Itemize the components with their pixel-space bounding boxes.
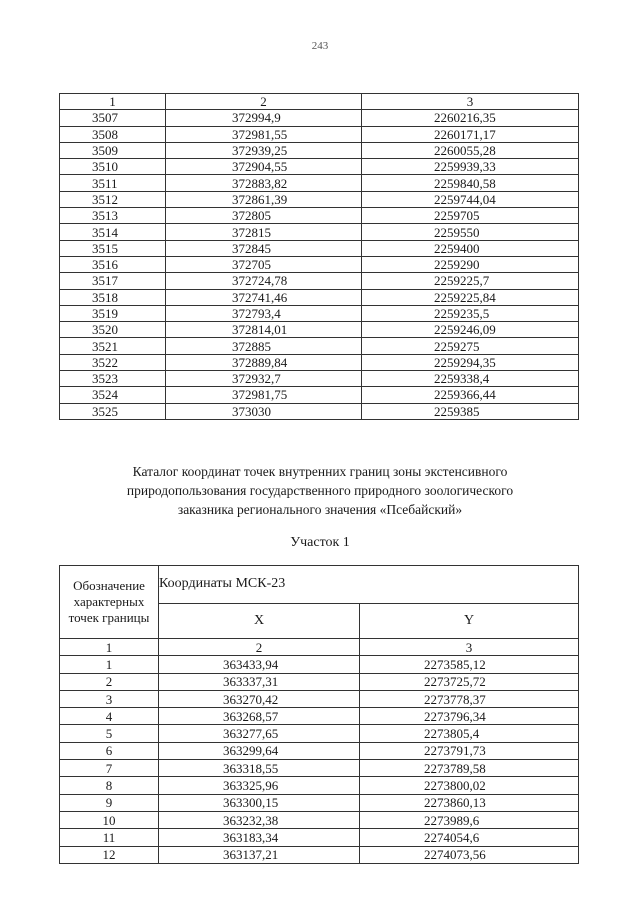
table-header-row: [60, 566, 579, 604]
table-index-row: [60, 639, 579, 656]
table-row: [60, 126, 579, 142]
y-coordinate: 2273791,73: [360, 742, 579, 759]
table-row: [60, 777, 579, 794]
x-coordinate: 372904,55: [166, 159, 362, 175]
point-number: 2: [60, 673, 159, 690]
table-row: [60, 708, 579, 725]
table-row: [60, 673, 579, 690]
table-row: [60, 725, 579, 742]
y-coordinate: 2274073,56: [360, 846, 579, 863]
point-number: 3519: [60, 305, 166, 321]
x-coordinate: 363299,64: [159, 742, 360, 759]
x-coordinate: 363268,57: [159, 708, 360, 725]
catalog-caption: [60, 462, 580, 519]
column-index-2: 2: [159, 639, 360, 656]
y-coordinate: 2259385: [362, 403, 579, 419]
point-number: 3512: [60, 191, 166, 207]
point-number: 4: [60, 708, 159, 725]
column-index-2: 2: [166, 94, 362, 110]
y-coordinate: 2259840,58: [362, 175, 579, 191]
x-coordinate: 363337,31: [159, 673, 360, 690]
point-number: 12: [60, 846, 159, 863]
point-number: 3: [60, 690, 159, 707]
section-title: Участок 1: [290, 535, 350, 550]
point-number: 3517: [60, 273, 166, 289]
y-coordinate: 2259275: [362, 338, 579, 354]
table-row: [60, 191, 579, 207]
point-number: 6: [60, 742, 159, 759]
y-coordinate: 2273778,37: [360, 690, 579, 707]
point-number: 10: [60, 811, 159, 828]
caption-line: природопользования государственного природного зоологического: [126, 483, 514, 498]
coordinates-table-section-1: [59, 565, 579, 864]
table-row: [60, 794, 579, 811]
x-coordinate: 372815: [166, 224, 362, 240]
caption-line: заказника регионального значения «Псебайский»: [177, 502, 463, 517]
table-row: [60, 273, 579, 289]
x-coordinate: 372939,25: [166, 142, 362, 158]
table-row: [60, 387, 579, 403]
y-coordinate: 2274054,6: [360, 829, 579, 846]
table-row: [60, 110, 579, 126]
point-number: 3516: [60, 256, 166, 272]
page-number: 243: [311, 40, 329, 52]
coordinate-system-header: Координаты МСК-23: [159, 566, 579, 604]
point-number: 3521: [60, 338, 166, 354]
point-number: 3518: [60, 289, 166, 305]
table-row: [60, 811, 579, 828]
table-row: [60, 142, 579, 158]
column-index-3: 3: [360, 639, 579, 656]
point-number: 3507: [60, 110, 166, 126]
point-number: 3522: [60, 354, 166, 370]
caption-line: Каталог координат точек внутренних границ зоны экстенсивного: [132, 464, 508, 479]
x-coordinate: 363270,42: [159, 690, 360, 707]
y-coordinate: 2259225,84: [362, 289, 579, 305]
y-coordinate: 2260171,17: [362, 126, 579, 142]
y-coordinate: 2273989,6: [360, 811, 579, 828]
table-row: [60, 159, 579, 175]
x-coordinate: 372845: [166, 240, 362, 256]
coordinates-table-continued: [59, 93, 579, 420]
x-coordinate: 372793,4: [166, 305, 362, 321]
x-coordinate: 372994,9: [166, 110, 362, 126]
y-coordinate: 2273805,4: [360, 725, 579, 742]
point-number: 3520: [60, 322, 166, 338]
point-number: 3524: [60, 387, 166, 403]
x-coordinate: 372883,82: [166, 175, 362, 191]
table-row: [60, 175, 579, 191]
x-coordinate: 372805: [166, 208, 362, 224]
x-coordinate: 373030: [166, 403, 362, 419]
table-row: [60, 829, 579, 846]
y-coordinate: 2259294,35: [362, 354, 579, 370]
x-coordinate: 363277,65: [159, 725, 360, 742]
y-coordinate: 2259225,7: [362, 273, 579, 289]
table-row: [60, 322, 579, 338]
table-row: [60, 305, 579, 321]
table-row: [60, 289, 579, 305]
table-row: [60, 208, 579, 224]
point-number: 3510: [60, 159, 166, 175]
x-coordinate: 372932,7: [166, 371, 362, 387]
point-number: 3514: [60, 224, 166, 240]
point-number: 7: [60, 760, 159, 777]
point-number: 3515: [60, 240, 166, 256]
y-coordinate: 2273725,72: [360, 673, 579, 690]
point-number: 3525: [60, 403, 166, 419]
table-row: [60, 690, 579, 707]
x-coordinate: 372741,46: [166, 289, 362, 305]
point-number: 9: [60, 794, 159, 811]
x-coordinate: 372705: [166, 256, 362, 272]
point-number: 3523: [60, 371, 166, 387]
x-coordinate: 372981,55: [166, 126, 362, 142]
column-index-1: 1: [60, 639, 159, 656]
point-designation-header: Обозначение характерных точек границы: [60, 566, 159, 639]
table-row: [60, 742, 579, 759]
x-coordinate: 363325,96: [159, 777, 360, 794]
x-coordinate: 372885: [166, 338, 362, 354]
x-coordinate: 372724,78: [166, 273, 362, 289]
x-coordinate: 372889,84: [166, 354, 362, 370]
table-header-row: [60, 94, 579, 110]
x-coordinate: 363137,21: [159, 846, 360, 863]
y-coordinate: 2259744,04: [362, 191, 579, 207]
y-coordinate: 2259235,5: [362, 305, 579, 321]
y-coordinate: 2259705: [362, 208, 579, 224]
x-coordinate: 363433,94: [159, 656, 360, 673]
table-row: [60, 846, 579, 863]
y-coordinate: 2260216,35: [362, 110, 579, 126]
x-coordinate: 363232,38: [159, 811, 360, 828]
y-axis-header: Y: [360, 603, 579, 639]
table-row: [60, 760, 579, 777]
y-coordinate: 2259246,09: [362, 322, 579, 338]
table-row: [60, 240, 579, 256]
point-number: 3511: [60, 175, 166, 191]
table-row: [60, 656, 579, 673]
table-row: [60, 354, 579, 370]
y-coordinate: 2273789,58: [360, 760, 579, 777]
y-coordinate: 2259338,4: [362, 371, 579, 387]
x-coordinate: 372981,75: [166, 387, 362, 403]
y-coordinate: 2259366,44: [362, 387, 579, 403]
y-coordinate: 2273585,12: [360, 656, 579, 673]
table-row: [60, 403, 579, 419]
table-row: [60, 338, 579, 354]
point-number: 5: [60, 725, 159, 742]
point-number: 3508: [60, 126, 166, 142]
point-number: 11: [60, 829, 159, 846]
y-coordinate: 2273800,02: [360, 777, 579, 794]
table-row: [60, 256, 579, 272]
x-coordinate: 363300,15: [159, 794, 360, 811]
column-index-3: 3: [362, 94, 579, 110]
point-number: 1: [60, 656, 159, 673]
point-number: 8: [60, 777, 159, 794]
table-row: [60, 371, 579, 387]
y-coordinate: 2259939,33: [362, 159, 579, 175]
x-coordinate: 363318,55: [159, 760, 360, 777]
y-coordinate: 2259290: [362, 256, 579, 272]
x-axis-header: X: [159, 603, 360, 639]
x-coordinate: 363183,34: [159, 829, 360, 846]
point-number: 3513: [60, 208, 166, 224]
y-coordinate: 2259400: [362, 240, 579, 256]
y-coordinate: 2273796,34: [360, 708, 579, 725]
point-number: 3509: [60, 142, 166, 158]
y-coordinate: 2273860,13: [360, 794, 579, 811]
y-coordinate: 2260055,28: [362, 142, 579, 158]
x-coordinate: 372814,01: [166, 322, 362, 338]
y-coordinate: 2259550: [362, 224, 579, 240]
column-index-1: 1: [60, 94, 166, 110]
x-coordinate: 372861,39: [166, 191, 362, 207]
table-row: [60, 224, 579, 240]
